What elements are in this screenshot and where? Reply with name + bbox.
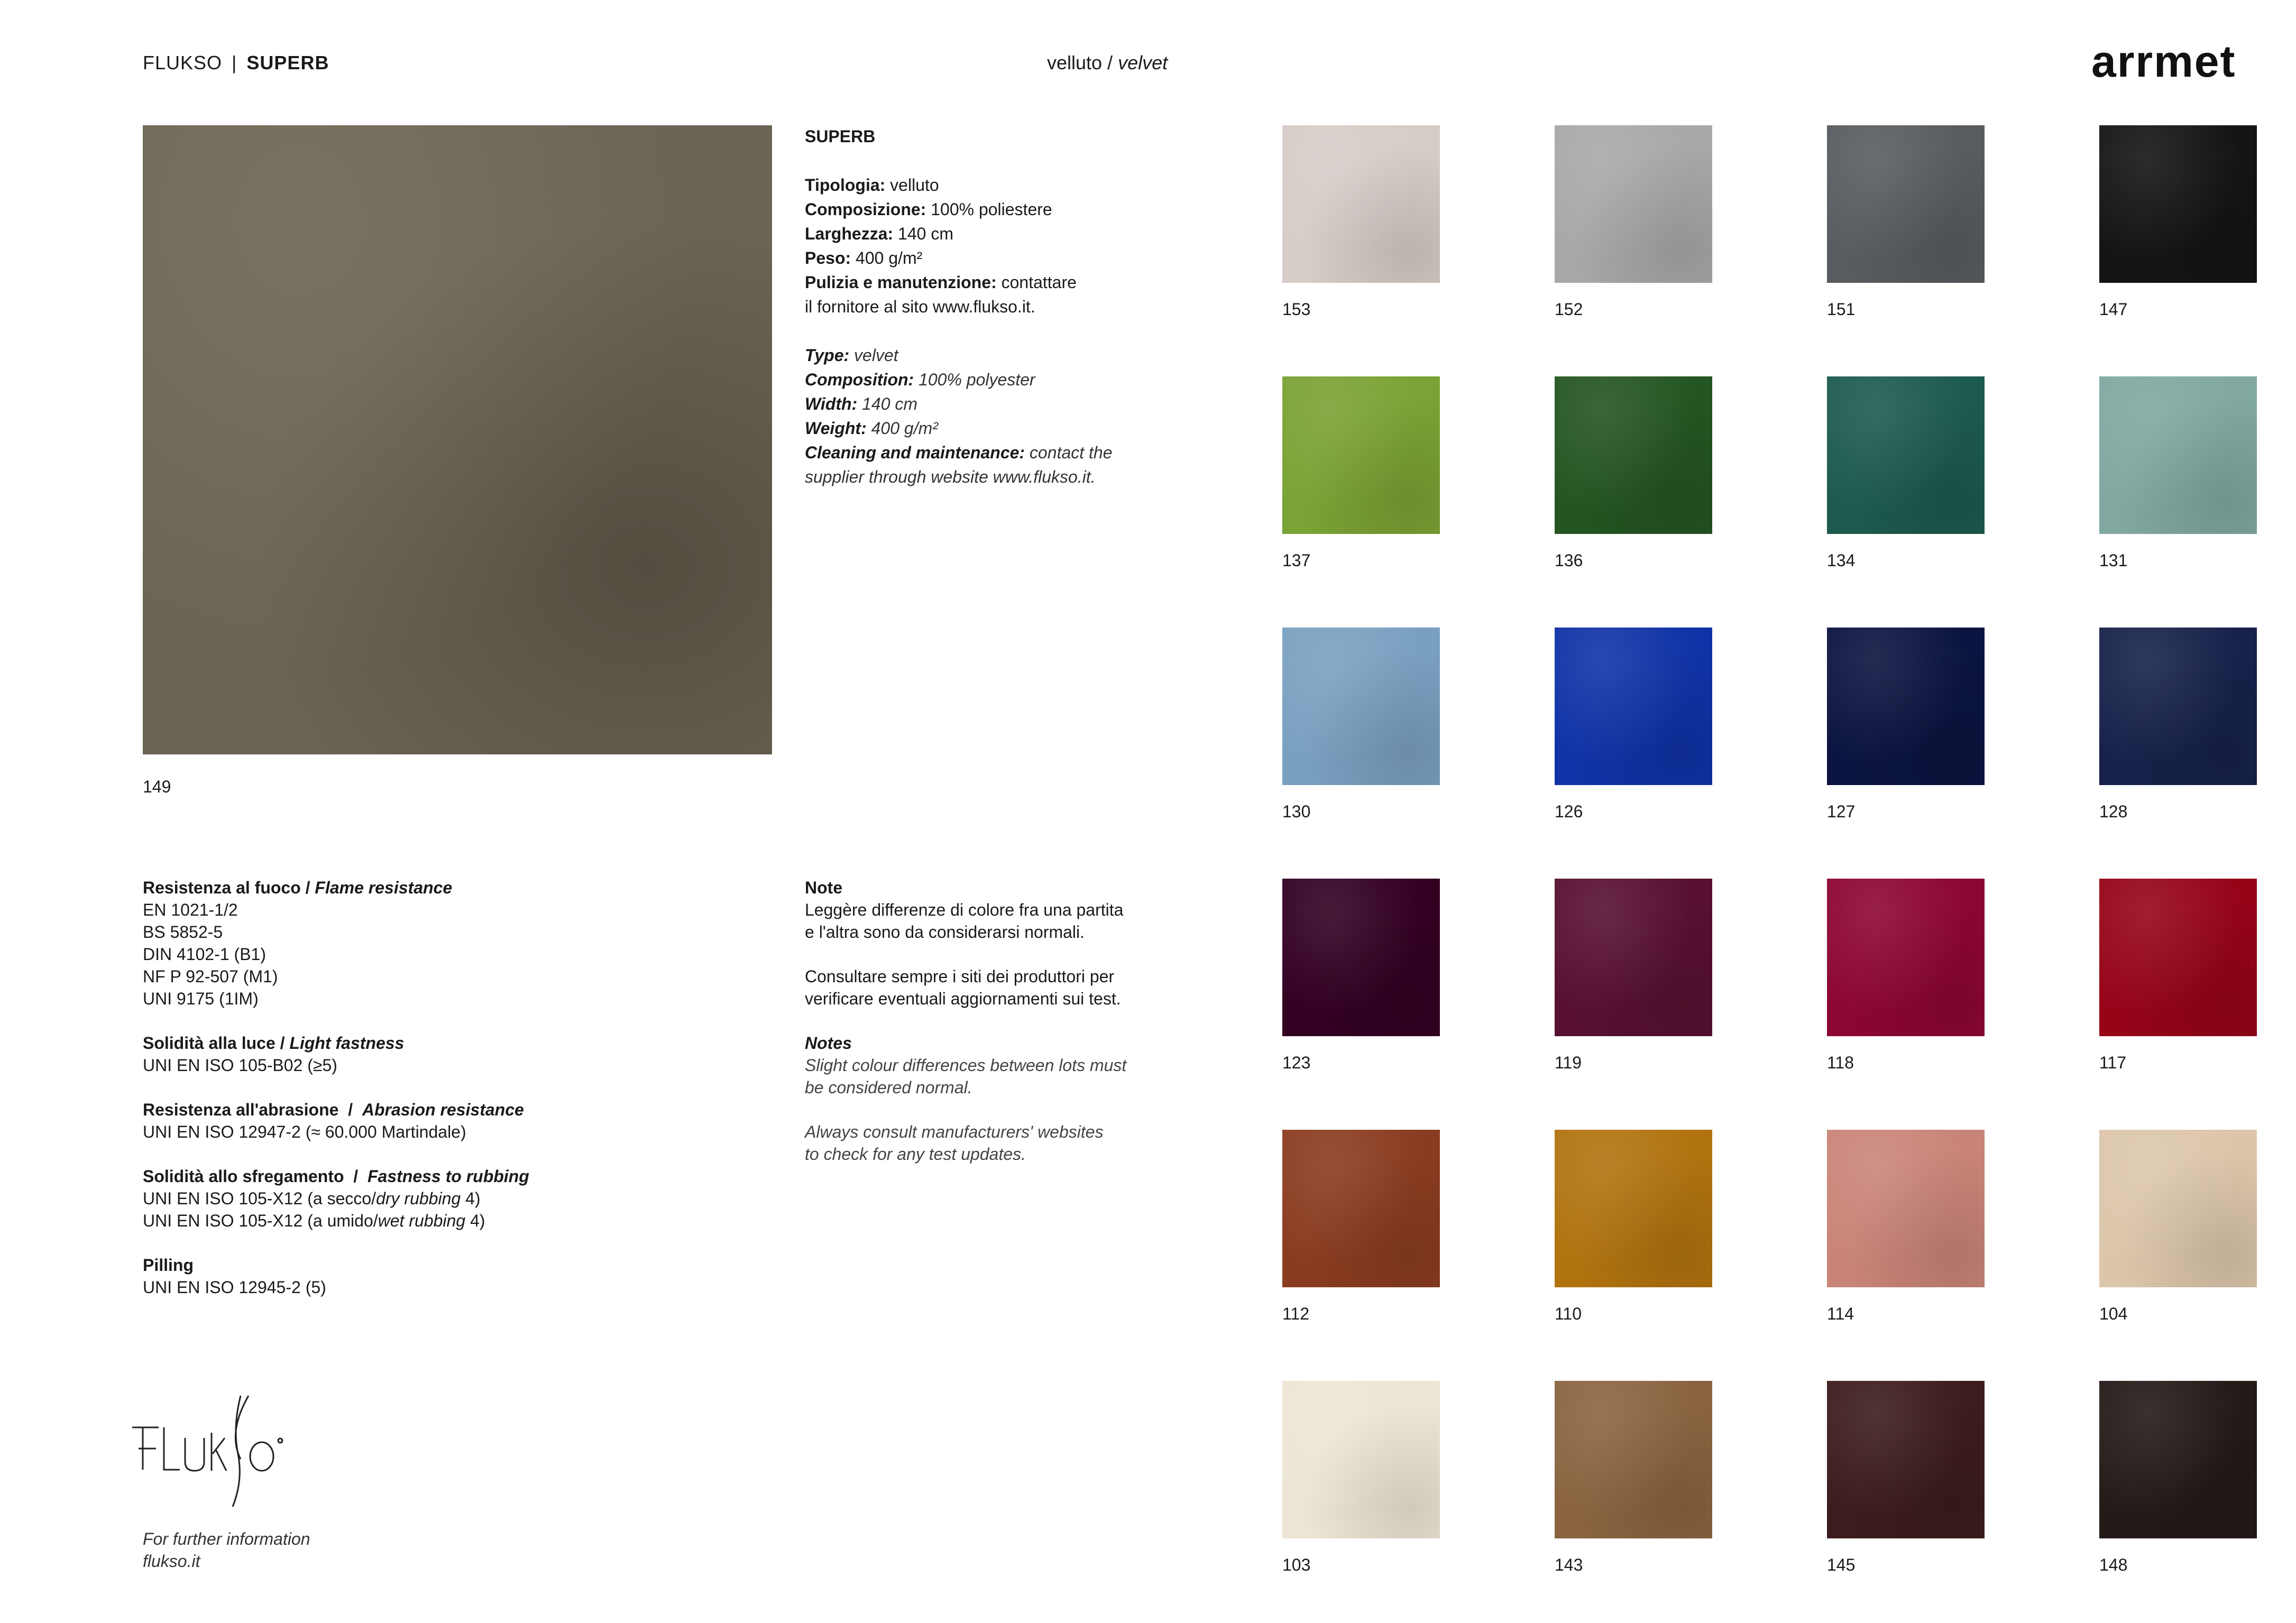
swatch-118 (1827, 879, 1985, 1036)
brand-line: FLUKSO (143, 52, 223, 73)
swatch-136 (1555, 376, 1712, 534)
swatch-code-label: 136 (1555, 551, 1583, 570)
spec-block (805, 124, 1207, 489)
swatch-134 (1827, 376, 1985, 534)
swatch-code-label: 143 (1555, 1555, 1583, 1574)
swatch-103 (1282, 1381, 1440, 1538)
test-light: Solidità alla luce / Light fastness UNI EN ISO 105-B02 (≥5) (143, 1034, 405, 1075)
swatch-137 (1282, 376, 1440, 534)
swatch-code-label: 112 (1282, 1304, 1310, 1323)
test-pilling: Pilling UNI EN ISO 12945-2 (5) (143, 1256, 326, 1297)
header-product-line (143, 52, 329, 74)
swatch-code-label: 117 (2099, 1053, 2127, 1072)
swatch-code-label: 127 (1827, 802, 1856, 821)
spec-en-row-width: Width: 140 cm (805, 394, 918, 413)
spec-en-row-cleaning: Cleaning and maintenance: contact the (805, 443, 1113, 462)
swatch-151 (1827, 125, 1985, 283)
spec-en-row-composition: Composition: 100% polyester (805, 370, 1035, 389)
swatch-123 (1282, 879, 1440, 1036)
swatch-code-label: 153 (1282, 300, 1311, 319)
material-it: velluto (1047, 52, 1103, 73)
spec-en-row-weight: Weight: 400 g/m² (805, 419, 938, 438)
swatch-127 (1827, 628, 1985, 785)
swatch-117 (2099, 879, 2257, 1036)
notes-en-2: Always consult manufacturers' websites to check for any test updates. (805, 1122, 1104, 1164)
swatch-126 (1555, 628, 1712, 785)
notes-en-1: Notes Slight colour differences between lots must be considered normal. (805, 1034, 1127, 1097)
swatch-code-label: 147 (2099, 300, 2128, 319)
swatch-112 (1282, 1130, 1440, 1287)
test-rubbing: Solidità allo sfregamento / Fastness to rubbing UNI EN ISO 105-X12 (a secco/dry rubbing 4) UNI EN ISO 105-X12 (a umido/wet rubbing 4) (143, 1167, 529, 1230)
swatch-119 (1555, 879, 1712, 1036)
swatch-code-label: 114 (1827, 1304, 1854, 1323)
footer-website-link[interactable]: flukso.it (143, 1552, 200, 1571)
swatch-code-label: 152 (1555, 300, 1583, 319)
main-swatch-code: 149 (143, 777, 171, 796)
swatch-code-label: 123 (1282, 1053, 1311, 1072)
main-fabric-swatch (143, 125, 772, 754)
spec-en-row-cleaning-cont: supplier through website www.flukso.it. (805, 467, 1096, 486)
product-name: SUPERB (246, 52, 329, 73)
tests-block (143, 877, 777, 1321)
header-material (1047, 52, 1168, 74)
footer-info (143, 1528, 310, 1572)
swatch-code-label: 137 (1282, 551, 1311, 570)
swatch-code-label: 110 (1555, 1304, 1582, 1323)
spec-row-type: Tipologia: velluto (805, 176, 939, 195)
notes-block (805, 877, 1207, 1187)
swatch-code-label: 148 (2099, 1555, 2128, 1574)
flukso-logo-icon (127, 1375, 286, 1523)
swatch-145 (1827, 1381, 1985, 1538)
swatch-code-label: 134 (1827, 551, 1856, 570)
swatch-104 (2099, 1130, 2257, 1287)
swatch-130 (1282, 628, 1440, 785)
spec-row-cleaning: Pulizia e manutenzione: contattare (805, 273, 1077, 292)
spec-row-width: Larghezza: 140 cm (805, 224, 953, 243)
swatch-code-label: 103 (1282, 1555, 1311, 1574)
spec-row-composition: Composizione: 100% poliestere (805, 200, 1052, 219)
header-separator: | (232, 52, 237, 73)
swatch-code-label: 128 (2099, 802, 2128, 821)
spec-row-cleaning-cont: il fornitore al sito www.flukso.it. (805, 297, 1035, 316)
swatch-code-label: 131 (2099, 551, 2128, 570)
spec-en-row-type: Type: velvet (805, 346, 898, 365)
swatch-code-label: 119 (1555, 1053, 1582, 1072)
swatch-131 (2099, 376, 2257, 534)
notes-it-2: Consultare sempre i siti dei produttori per verificare eventuali aggiornamenti sui test. (805, 967, 1121, 1008)
spec-title: SUPERB (805, 127, 876, 146)
swatch-code-label: 118 (1827, 1053, 1854, 1072)
test-abrasion: Resistenza all'abrasione / Abrasion resistance UNI EN ISO 12947-2 (≈ 60.000 Martindale) (143, 1100, 524, 1141)
swatch-153 (1282, 125, 1440, 283)
swatch-128 (2099, 628, 2257, 785)
swatch-143 (1555, 1381, 1712, 1538)
swatch-152 (1555, 125, 1712, 283)
footer-line1: For further information (143, 1529, 310, 1548)
swatch-110 (1555, 1130, 1712, 1287)
swatch-114 (1827, 1130, 1985, 1287)
swatch-147 (2099, 125, 2257, 283)
material-sep: / (1102, 52, 1118, 73)
swatch-code-label: 126 (1555, 802, 1583, 821)
swatch-code-label: 145 (1827, 1555, 1856, 1574)
arrmet-logo: arrmet (2091, 36, 2236, 86)
swatch-148 (2099, 1381, 2257, 1538)
swatch-code-label: 130 (1282, 802, 1311, 821)
swatch-code-label: 151 (1827, 300, 1856, 319)
test-fire: Resistenza al fuoco / Flame resistance EN 1021-1/2 BS 5852-5 DIN 4102-1 (B1) NF P 92-507 (M1) UNI 9175 (1IM) (143, 878, 453, 1008)
spec-row-weight: Peso: 400 g/m² (805, 248, 923, 268)
material-en: velvet (1118, 52, 1168, 73)
notes-it-1: Note Leggère differenze di colore fra una partita e l'altra sono da considerarsi normali. (805, 878, 1124, 942)
swatch-code-label: 104 (2099, 1304, 2128, 1323)
